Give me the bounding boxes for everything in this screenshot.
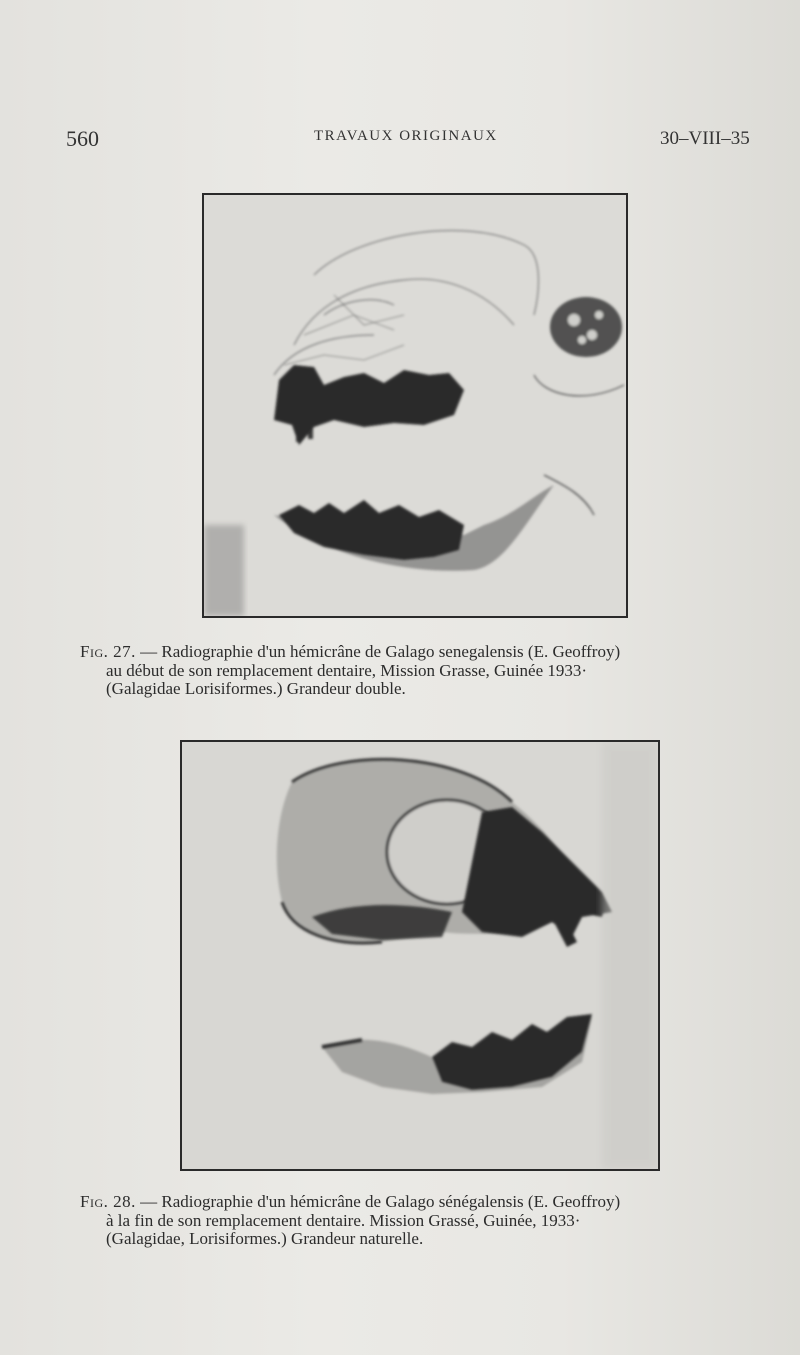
journal-title: TRAVAUX ORIGINAUX bbox=[314, 128, 498, 144]
figure-27-caption bbox=[80, 643, 766, 699]
figure-28-label: Fig. 28. bbox=[80, 1192, 136, 1211]
caption-text: — Radiographie d'un hémicrâne de Galago sénégalensis (E. Geoffroy) bbox=[135, 1192, 621, 1211]
running-head bbox=[0, 118, 800, 158]
caption-line bbox=[80, 1193, 766, 1212]
film-shadow bbox=[204, 525, 244, 616]
figure-28-caption bbox=[80, 1193, 766, 1249]
caption-line: au début de son remplacement dentaire, Mission Grasse, Guinée 1933· bbox=[106, 660, 588, 680]
caption-line: (Galagidae, Lorisiformes.) Grandeur naturelle. bbox=[106, 1229, 424, 1248]
figure-28-image bbox=[182, 742, 658, 1169]
film-shadow bbox=[602, 742, 658, 1169]
caption-line bbox=[80, 643, 766, 662]
figure-27-radiograph bbox=[202, 193, 628, 618]
figure-28-radiograph bbox=[180, 740, 660, 1171]
caption-line: à la fin de son remplacement dentaire. Mission Grassé, Guinée, 1933· bbox=[106, 1210, 581, 1230]
page-number: 560 bbox=[66, 126, 99, 151]
caption-text: — Radiographie d'un hémicrâne de Galago senegalensis (E. Geoffroy) bbox=[135, 642, 621, 661]
caption-line: (Galagidae Lorisiformes.) Grandeur double. bbox=[106, 679, 406, 698]
figure-27-image bbox=[204, 195, 626, 616]
issue-date: 30–VIII–35 bbox=[660, 128, 750, 149]
figure-27-label: Fig. 27. bbox=[80, 642, 136, 661]
